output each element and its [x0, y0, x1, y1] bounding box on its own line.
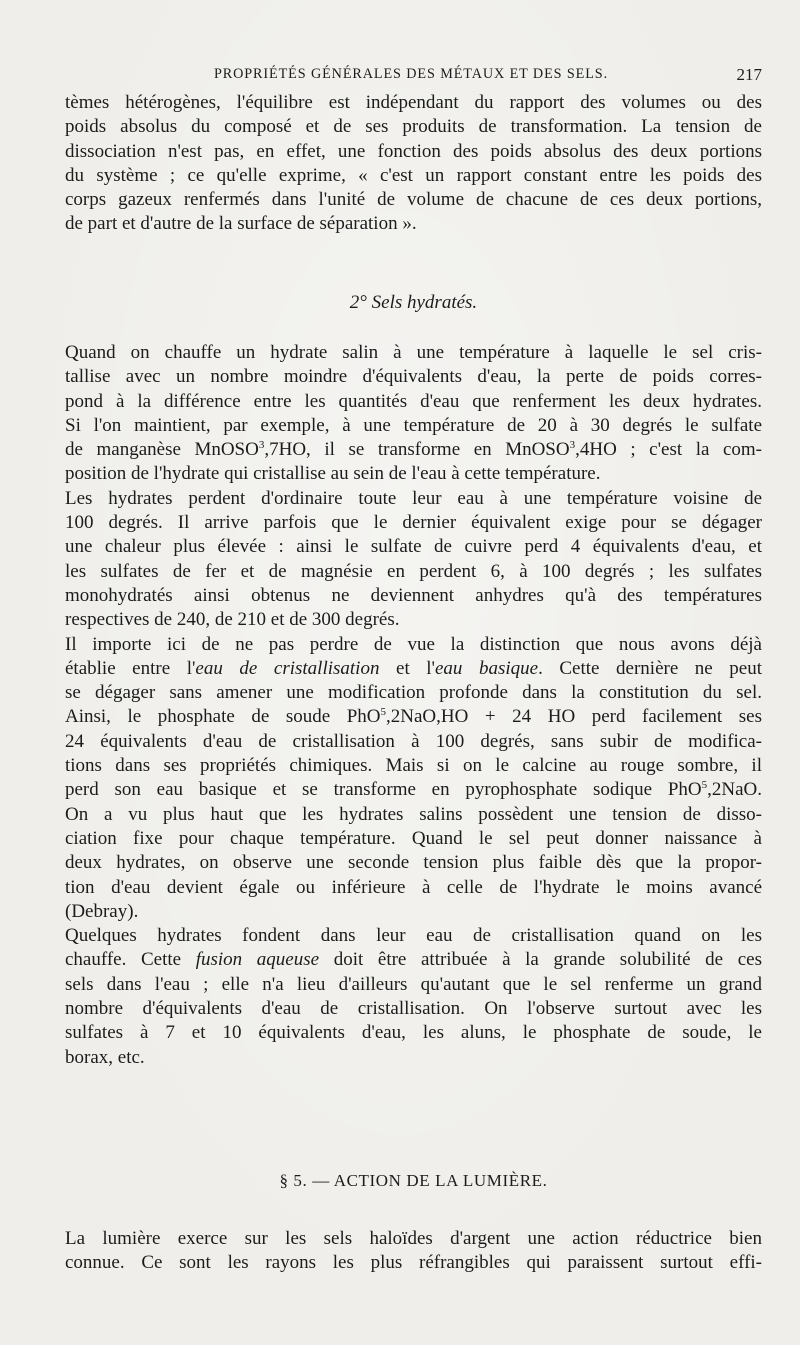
text-line: 100 degrés. Il arrive parfois que le dernier équivalent exige pour se dégager	[65, 512, 762, 534]
text-line: connue. Ce sont les rayons les plus réfrangibles qui paraissent surtout effi-	[65, 1252, 762, 1274]
text-line: Il importe ici de ne pas perdre de vue la distinction que nous avons déjà	[65, 633, 762, 655]
text-line: respectives de 240, de 210 et de 300 degrés.	[65, 609, 400, 631]
text-line: borax, etc.	[65, 1046, 145, 1068]
text-fragment: et l'	[379, 657, 435, 679]
section-heading-lumiere: § 5. — ACTION DE LA LUMIÈRE.	[279, 1171, 548, 1190]
running-title: PROPRIÉTÉS GÉNÉRALES DES MÉTAUX ET DES SELS.	[213, 66, 609, 82]
text-line: Les hydrates perdent d'ordinaire toute leur eau à une température voisine de	[65, 487, 762, 509]
text-line: On a vu plus haut que les hydrates salins possèdent une tension de disso-	[65, 803, 762, 825]
italic-term: eau basique	[434, 657, 539, 679]
text-fragment: établie entre l'	[65, 657, 196, 679]
text-line: tion d'eau devient égale ou inférieure à celle de l'hydrate le moins avancé	[65, 876, 762, 898]
text-fragment: chauffe. Cette	[65, 949, 196, 971]
formula-line	[65, 438, 762, 462]
text-line: les sulfates de fer et de magnésie en perdent 6, à 100 degrés ; les sulfates	[65, 560, 762, 582]
text-line: de part et d'autre de la surface de séparation ».	[65, 213, 417, 235]
text-fragment: ,2NaO.	[707, 779, 762, 801]
text-line: sulfates à 7 et 10 équivalents d'eau, les aluns, le phosphate de soude, le	[65, 1022, 762, 1044]
text-line: Si l'on maintient, par exemple, à une température de 20 à 30 degrés le sulfate	[65, 414, 762, 436]
text-line: poids absolus du composé et de ses produits de transformation. La tension de	[65, 116, 762, 138]
text-line: 24 équivalents d'eau de cristallisation à 100 degrés, sans subir de modifica-	[65, 730, 762, 752]
text-line: du système ; ce qu'elle exprime, « c'est un rapport constant entre les poids des	[65, 164, 762, 186]
text-fragment: perd son eau basique et se transforme en pyrophosphate sodique PhO	[65, 779, 702, 801]
text-line: tions dans ses propriétés chimiques. Mais si on le calcine au rouge sombre, il	[65, 755, 762, 777]
page-number: 217	[736, 65, 762, 84]
text-line: pond à la différence entre les quantités d'eau que renferment les deux hydrates.	[65, 390, 762, 412]
text-line: ciation fixe pour chaque température. Quand le sel peut donner naissance à	[65, 827, 762, 849]
text-line: se dégager sans amener une modification profonde dans la constitution du sel.	[65, 682, 762, 704]
superscript: 3	[258, 439, 265, 452]
text-line: position de l'hydrate qui cristallise au sein de l'eau à cette température.	[65, 463, 601, 485]
text-line: dissociation n'est pas, en effet, une fonction des poids absolus des deux portions	[65, 140, 762, 162]
superscript: 3	[569, 439, 576, 452]
paragraph-lumiere	[65, 1227, 762, 1276]
text-fragment: Ainsi, le phosphate de soude PhO	[65, 706, 381, 728]
text-fragment: de manganèse MnOSO	[65, 439, 259, 461]
text-fragment: ,7HO, il se transforme en MnOSO	[264, 439, 570, 461]
pyro-line	[65, 778, 762, 802]
fusion-line	[65, 948, 762, 972]
italic-line	[65, 657, 762, 681]
paragraph-sels-hydrates	[65, 341, 762, 1070]
text-line: tèmes hétérogènes, l'équilibre est indépendant du rapport des volumes ou des	[65, 92, 762, 113]
text-line: nombre d'équivalents d'eau de cristallisation. On l'observe surtout avec les	[65, 998, 762, 1020]
italic-term: eau de cristallisation	[195, 657, 380, 679]
text-line: deux hydrates, on observe une seconde tension plus faible dès que la propor-	[65, 852, 762, 874]
text-line: La lumière exerce sur les sels haloïdes d'argent une action réductrice bien	[65, 1228, 762, 1249]
running-head	[60, 64, 762, 88]
text-fragment: ,4HO ; c'est la com-	[575, 439, 762, 461]
text-line: monohydratés ainsi obtenus ne deviennent anhydres qu'à des températures	[65, 584, 762, 606]
phosphate-line	[65, 705, 762, 729]
text-line: Quelques hydrates fondent dans leur eau de cristallisation quand on les	[65, 925, 762, 947]
text-fragment: . Cette dernière ne peut	[538, 657, 763, 679]
text-fragment: doit être attribuée à la grande solubilité de ces	[319, 949, 762, 971]
section-title-sels-hydrates: 2° Sels hydratés.	[349, 292, 478, 313]
text-line: sels dans l'eau ; elle n'a lieu d'ailleurs qu'autant que le sel renferme un grand	[65, 973, 762, 995]
text-line: corps gazeux renfermés dans l'unité de volume de chacune de ces deux portions,	[65, 189, 762, 211]
text-line: Quand on chauffe un hydrate salin à une température à laquelle le sel cris-	[65, 342, 762, 363]
superscript: 5	[701, 779, 708, 792]
text-line: tallise avec un nombre moindre d'équivalents d'eau, la perte de poids corres-	[65, 366, 762, 388]
text-fragment: ,2NaO,HO + 24 HO perd facilement ses	[386, 706, 762, 728]
superscript: 5	[380, 706, 387, 719]
text-line: (Debray).	[65, 900, 139, 922]
paragraph-dissociation	[65, 91, 762, 237]
italic-term: fusion aqueuse	[195, 949, 320, 971]
text-line: une chaleur plus élevée : ainsi le sulfate de cuivre perd 4 équivalents d'eau, et	[65, 536, 762, 558]
